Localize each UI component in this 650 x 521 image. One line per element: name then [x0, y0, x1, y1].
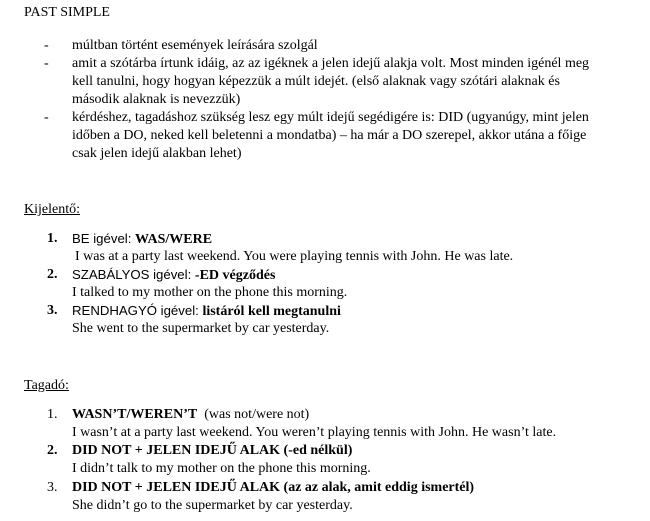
tagado-item-3-label: DID NOT + JELEN IDEJŰ ALAK (az az alak, amit eddig ismertél) [72, 480, 475, 495]
tagado-item-1-example: I wasn’t at a party last weekend. You weren’t playing tennis with John. He wasn’t late. [72, 425, 557, 440]
tagado-item-3-number: 3. [47, 480, 58, 495]
label-bold: listáról kell megtanulni [202, 304, 341, 319]
kijelento-item-2-example: I talked to my mother on the phone this morning. [72, 285, 348, 300]
bullet-marker: - [44, 56, 49, 71]
bullet-2-line-1: amit a szótárba írtunk idáig, az az igéknek a jelen idejű alakja volt. Most minden igénél meg [72, 56, 590, 71]
label-bold: WAS/WERE [135, 232, 213, 247]
label-plain: SZABÁLYOS igével: [72, 267, 195, 282]
tagado-item-1-label [72, 406, 309, 424]
bullet-3-line-3: csak jelen idejű alakban lehet) [72, 146, 242, 161]
label-plain: (was not/were not) [197, 407, 310, 422]
bullet-3-line-2: időben a DO, neked kell beletenni a mondatba) – ha már a DO szerepel, akkor utána a főige [72, 128, 587, 143]
label-plain: RENDHAGYÓ igével: [72, 303, 203, 318]
kijelento-item-2-label [72, 266, 275, 285]
kijelento-item-1-example: I was at a party last weekend. You were playing tennis with John. He was late. [75, 249, 514, 264]
label-bold: WASN’T/WEREN’T [72, 407, 198, 422]
tagado-item-2-number: 2. [47, 443, 58, 458]
kijelento-item-1-label [72, 230, 212, 249]
kijelento-heading: Kijelentő: [24, 202, 80, 217]
kijelento-item-1-number: 1. [47, 231, 58, 246]
label-plain: BE igével: [72, 231, 136, 246]
tagado-item-1-number: 1. [47, 407, 58, 422]
tagado-item-3-example: She didn’t go to the supermarket by car yesterday. [72, 498, 353, 513]
bullet-marker: - [44, 110, 49, 125]
tagado-item-2-example: I didn’t talk to my mother on the phone this morning. [72, 461, 371, 476]
page-title: PAST SIMPLE [24, 5, 110, 20]
bullet-1-line-1: múltban történt események leírására szolgál [72, 38, 318, 53]
kijelento-item-2-number: 2. [47, 267, 58, 282]
bullet-2-line-3: második alaknak is nevezzük) [72, 92, 241, 107]
tagado-item-2-label: DID NOT + JELEN IDEJŰ ALAK (-ed nélkül) [72, 443, 353, 458]
bullet-2-line-2: kell tanulni, hogy hogyan képezzük a múlt idejét. (első alaknak vagy szótári alaknak és [72, 74, 560, 89]
kijelento-item-3-example: She went to the supermarket by car yesterday. [72, 321, 330, 336]
label-bold: -ED végződés [194, 268, 276, 283]
bullet-3-line-1: kérdéshez, tagadáshoz szükség lesz egy múlt idejű segédigére is: DID (ugyanúgy, mint jelen [72, 110, 589, 125]
tagado-heading: Tagadó: [24, 378, 69, 393]
kijelento-item-3-number: 3. [47, 303, 58, 318]
kijelento-item-3-label [72, 302, 341, 321]
bullet-marker: - [44, 38, 49, 53]
